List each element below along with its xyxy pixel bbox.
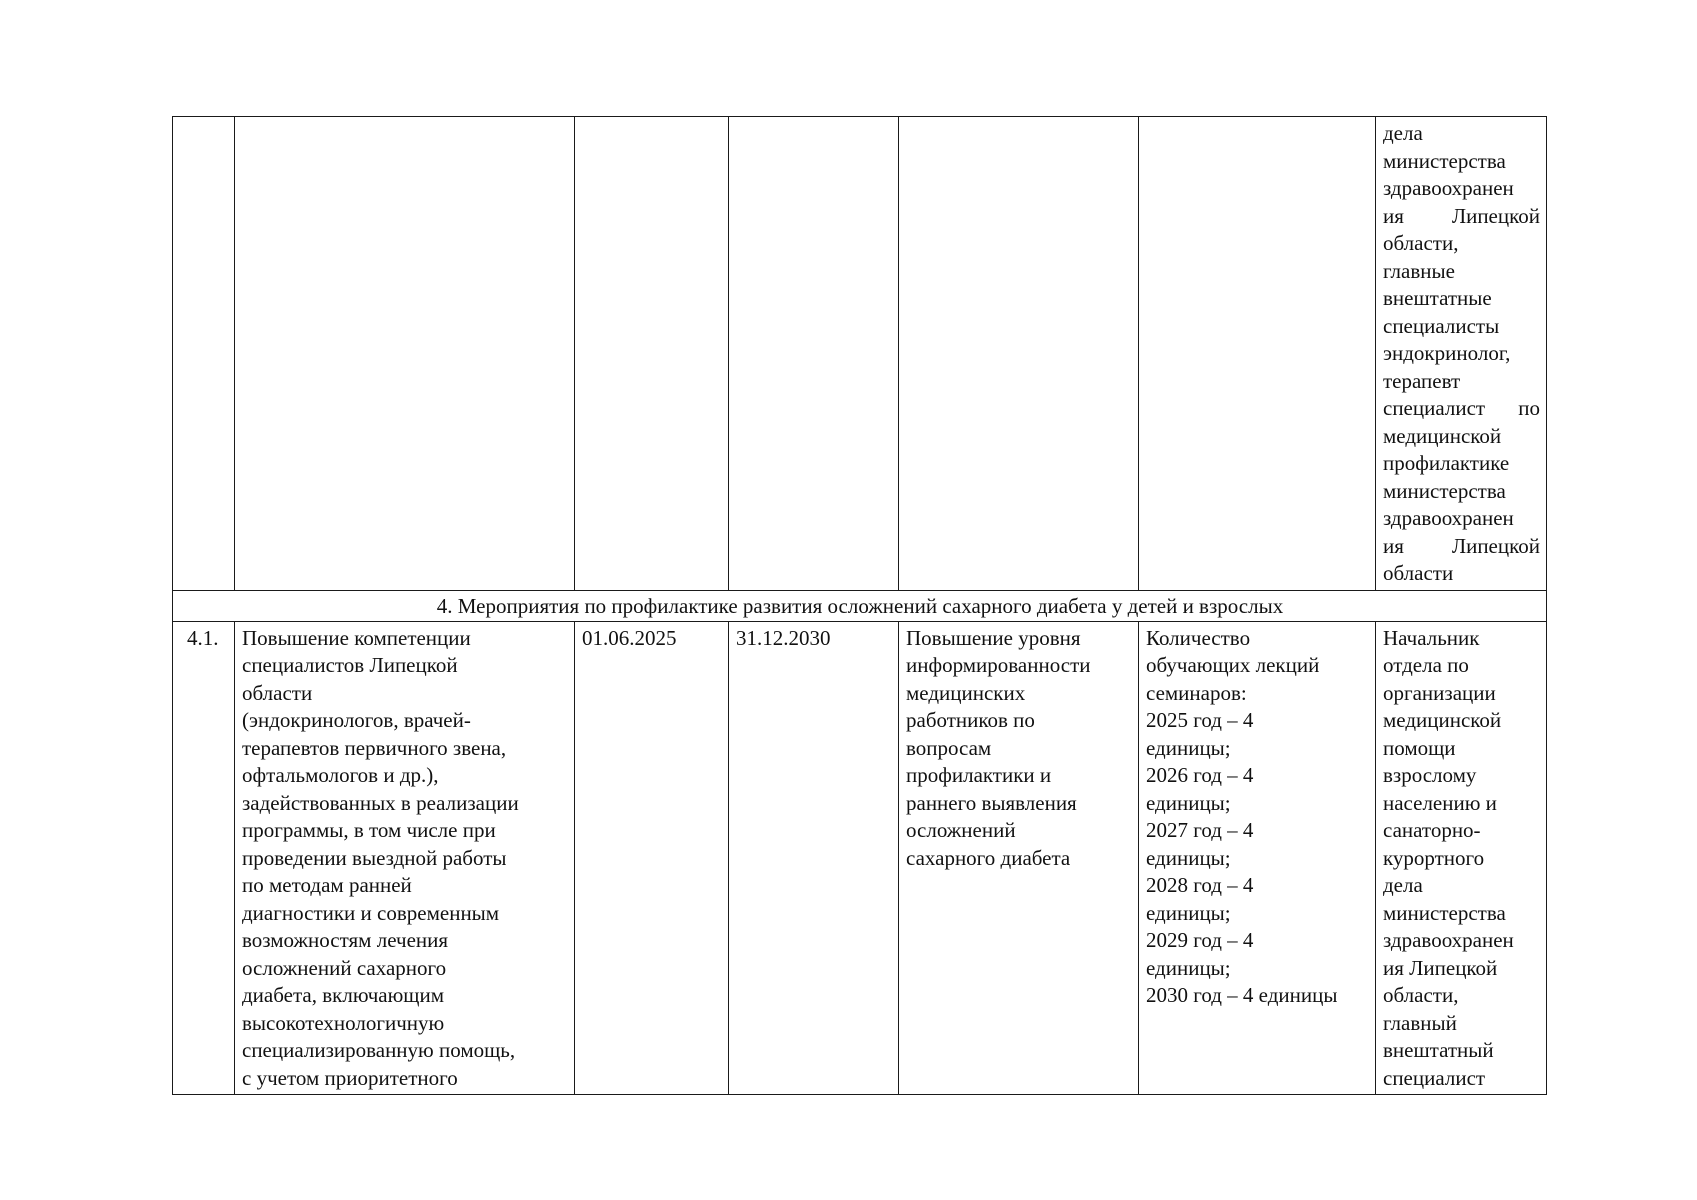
indicator-line: семинаров: [1146, 680, 1247, 705]
event-line: с учетом приоритетного [242, 1065, 458, 1090]
responsible-line: курортного [1383, 845, 1485, 870]
responsible-line: области [1383, 561, 1454, 585]
responsible-line: министерства [1383, 900, 1506, 925]
cell-event-empty [235, 117, 575, 591]
indicator-line: Количество [1146, 625, 1251, 650]
responsible-line: терапевт [1383, 368, 1461, 393]
responsible-line: отдела по [1383, 653, 1469, 677]
section-title [173, 590, 1547, 621]
responsible-line: медицинской [1383, 708, 1502, 732]
event-line: терапевтов первичного звена, [242, 735, 507, 760]
responsible-line: дела [1383, 873, 1423, 897]
responsible-line: министерства [1383, 478, 1506, 503]
result-line: информированности [906, 653, 1091, 677]
indicator-line: 2027 год – 4 [1146, 818, 1254, 842]
indicator-line: единицы; [1146, 735, 1231, 760]
cell-number-empty [173, 117, 235, 591]
cell-responsible [1376, 621, 1547, 1095]
responsible-line: главный [1383, 1010, 1457, 1035]
section-header-row [173, 590, 1547, 621]
responsible-line: населению и [1383, 790, 1497, 815]
result-line: работников по [906, 708, 1035, 732]
event-line: осложнений сахарного [242, 955, 447, 980]
event-line: по методам ранней [242, 873, 412, 897]
responsible-line: профилактике [1383, 451, 1510, 475]
cell-indicator [1139, 621, 1376, 1095]
cell-event [235, 621, 575, 1095]
result-line: Повышение уровня [906, 625, 1081, 650]
cell-expected-result [899, 621, 1139, 1095]
event-line: программы, в том числе при [242, 818, 496, 842]
event-line: возможностям лечения [242, 928, 449, 952]
event-line: Повышение компетенции [242, 625, 471, 650]
event-line: специализированную помощь, [242, 1038, 516, 1062]
event-line: диагностики и современным [242, 900, 500, 925]
continued-table-row [173, 117, 1547, 591]
responsible-line: ия Липецкой [1383, 955, 1498, 980]
indicator-line: 2026 год – 4 [1146, 763, 1254, 787]
responsible-line: организации [1383, 680, 1496, 705]
indicator-line: единицы; [1146, 790, 1231, 815]
cell-number: 4.1. [173, 621, 235, 1095]
responsible-line: ия Липецкой [1383, 203, 1540, 228]
event-line: проведении выездной работы [242, 845, 507, 870]
responsible-line: ия Липецкой [1383, 533, 1540, 558]
responsible-line: здравоохранен [1383, 506, 1514, 530]
cell-end-date: 31.12.2030 [729, 621, 899, 1095]
responsible-line: главные [1383, 258, 1455, 283]
indicator-line: 2029 год – 4 [1146, 928, 1254, 952]
responsible-line: помощи [1383, 735, 1456, 760]
cell-indicator-empty [1139, 117, 1376, 591]
indicator-line: единицы; [1146, 845, 1231, 870]
indicator-line: обучающих лекций [1146, 653, 1320, 677]
responsible-line: здравоохранен [1383, 176, 1514, 200]
responsible-line: специалисты [1383, 313, 1500, 338]
responsible-line: специалист [1383, 1065, 1486, 1090]
event-line: диабета, включающим [242, 983, 444, 1007]
responsible-line: санаторно- [1383, 818, 1481, 842]
responsible-line: министерства [1383, 148, 1506, 173]
indicator-line: единицы; [1146, 955, 1231, 980]
result-line: вопросам [906, 735, 992, 760]
section-title-text: 4. Мероприятия по профилактике развития осложнений сахарного диабета у детей и взрослых [436, 593, 1284, 618]
responsible-line: медицинской [1383, 423, 1502, 448]
result-line: осложнений [906, 818, 1016, 842]
event-line: специалистов Липецкой [242, 653, 458, 677]
result-line: сахарного диабета [906, 845, 1071, 870]
responsible-line: дела [1383, 121, 1423, 145]
responsible-line: Начальник [1383, 625, 1480, 650]
responsible-line: специалист по [1383, 396, 1540, 420]
responsible-line: внештатный [1383, 1038, 1494, 1062]
responsible-line: области, [1383, 231, 1459, 255]
responsible-line: эндокринолог, [1383, 341, 1511, 365]
cell-start-empty [575, 117, 729, 591]
result-line: раннего выявления [906, 790, 1077, 815]
result-line: профилактики и [906, 763, 1052, 787]
indicator-line: 2028 год – 4 [1146, 873, 1254, 897]
indicator-line: 2030 год – 4 единицы [1146, 983, 1338, 1007]
responsible-line: внештатные [1383, 286, 1492, 310]
action-plan-table [172, 116, 1547, 1095]
result-line: медицинских [906, 680, 1026, 705]
event-line: офтальмологов и др.), [242, 763, 439, 787]
event-line: области [242, 680, 313, 705]
cell-responsible-continued [1376, 117, 1547, 591]
event-line: высокотехнологичную [242, 1010, 445, 1035]
event-line: (эндокринологов, врачей- [242, 708, 471, 732]
table-row [173, 621, 1547, 1095]
cell-result-empty [899, 117, 1139, 591]
cell-start-date: 01.06.2025 [575, 621, 729, 1095]
cell-end-empty [729, 117, 899, 591]
event-line: задействованных в реализации [242, 790, 519, 815]
responsible-line: взрослому [1383, 763, 1477, 787]
responsible-line: здравоохранен [1383, 928, 1514, 952]
responsible-line: области, [1383, 983, 1459, 1007]
indicator-line: 2025 год – 4 [1146, 708, 1254, 732]
indicator-line: единицы; [1146, 900, 1231, 925]
